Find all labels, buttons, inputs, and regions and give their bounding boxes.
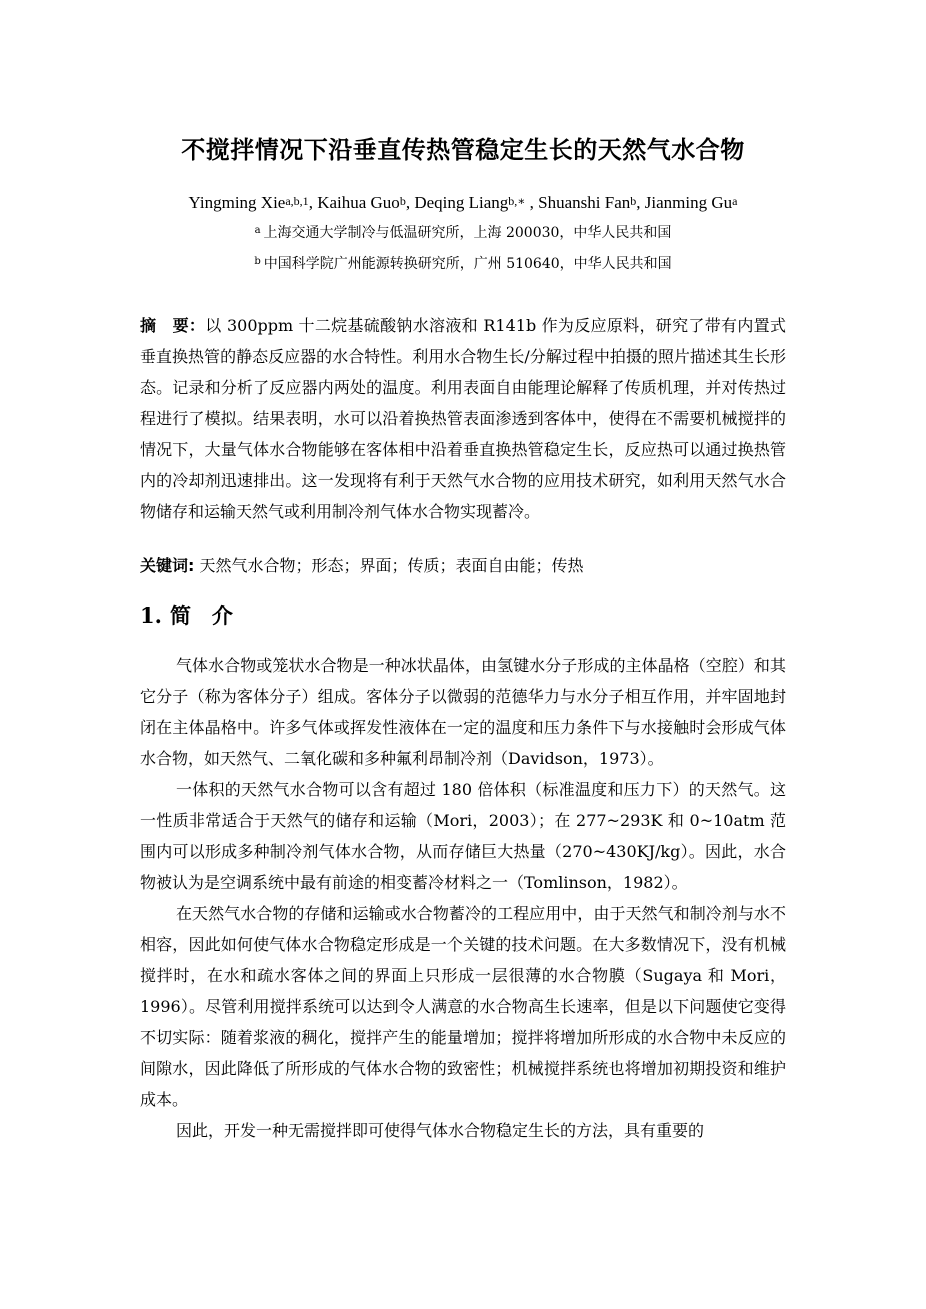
keywords-text: 天然气水合物；形态；界面；传质；表面自由能；传热	[194, 556, 584, 575]
author-3: , Deqing Liang	[405, 193, 509, 212]
author-2: , Kaihua Guo	[308, 193, 400, 212]
abstract	[140, 310, 786, 527]
affiliation-a-mark: a	[254, 225, 261, 236]
paragraph-1: 气体水合物或笼状水合物是一种冰状晶体，由氢键水分子形成的主体晶格（空腔）和其它分子（称为客体分子）组成。客体分子以微弱的范德华力与水分子相互作用，并牢固地封闭在主体晶格中。许多气体或挥发性液体在一定的温度和压力条件下与水接触时会形成气体水合物，如天然气、二氧化碳和多种氟利昂制冷剂（Davidson，1973）。	[140, 656, 786, 768]
author-list	[0, 189, 926, 215]
body-text	[140, 650, 786, 1146]
affiliation-b	[0, 252, 926, 274]
keywords	[140, 550, 786, 581]
author-1-affil: a,b,1	[285, 194, 309, 208]
author-5-affil: a	[732, 194, 738, 208]
author-4: , Shuanshi Fan	[525, 193, 631, 212]
affiliation-a	[0, 221, 926, 243]
author-3-affil: b,∗	[508, 194, 526, 208]
affiliation-b-text: 中国科学院广州能源转换研究所，广州 510640，中华人民共和国	[263, 256, 672, 272]
affiliation-a-text: 上海交通大学制冷与低温研究所，上海 200030，中华人民共和国	[263, 225, 672, 241]
paragraph-3: 在天然气水合物的存储和运输或水合物蓄冷的工程应用中，由于天然气和制冷剂与水不相容，因此如何使气体水合物稳定形成是一个关键的技术问题。在大多数情况下，没有机械搅拌时，在水和疏水客体之间的界面上只形成一层很薄的水合物膜（Sugaya 和 Mori，1996）。尽管利用搅拌系统可以达到令人满意的水合物高生长速率，但是以下问题使它变得不切实际：随着浆液的稠化，搅拌产生的能量增加；搅拌将增加所形成的水合物中未反应的间隙水，因此降低了所形成的气体水合物的致密性；机械搅拌系统也将增加初期投资和维护成本。	[140, 904, 786, 1109]
author-1: Yingming Xie	[188, 193, 286, 212]
section-number: 1.	[140, 603, 162, 628]
author-2-affil: b	[399, 194, 406, 208]
paragraph-4: 因此，开发一种无需搅拌即可使得气体水合物稳定生长的方法，具有重要的	[176, 1121, 705, 1140]
paragraph-2: 一体积的天然气水合物可以含有超过 180 倍体积（标准温度和压力下）的天然气。这一性质非常适合于天然气的储存和运输（Mori，2003）；在 277~293K 和 0~10atm 范围内可以形成多种制冷剂气体水合物，从而存储巨大热量（270~430KJ/kg）。因此，水合物被认为是空调系统中最有前途的相变蓄冷材料之一（Tomlinson，1982）。	[140, 780, 786, 892]
affiliation-b-mark: b	[254, 256, 261, 267]
keywords-label: 关键词:	[140, 556, 195, 575]
author-4-affil: b	[630, 194, 637, 208]
abstract-label: 摘 要：	[140, 316, 206, 335]
section-title: 简 介	[169, 603, 233, 628]
author-5: , Jianming Gu	[636, 193, 733, 212]
section-heading	[140, 600, 233, 632]
abstract-text: 以 300ppm 十二烷基硫酸钠水溶液和 R141b 作为反应原料，研究了带有内置式垂直换热管的静态反应器的水合特性。利用水合物生长/分解过程中拍摄的照片描述其生长形态。记录和分析了反应器内两处的温度。利用表面自由能理论解释了传质机理，并对传热过程进行了模拟。结果表明，水可以沿着换热管表面渗透到客体中，使得在不需要机械搅拌的情况下，大量气体水合物能够在客体相中沿着垂直换热管稳定生长，反应热可以通过换热管内的冷却剂迅速排出。这一发现将有利于天然气水合物的应用技术研究，如利用天然气水合物储存和运输天然气或利用制冷剂气体水合物实现蓄冷。	[140, 316, 786, 521]
paper-title: 不搅拌情况下沿垂直传热管稳定生长的天然气水合物	[181, 136, 745, 164]
